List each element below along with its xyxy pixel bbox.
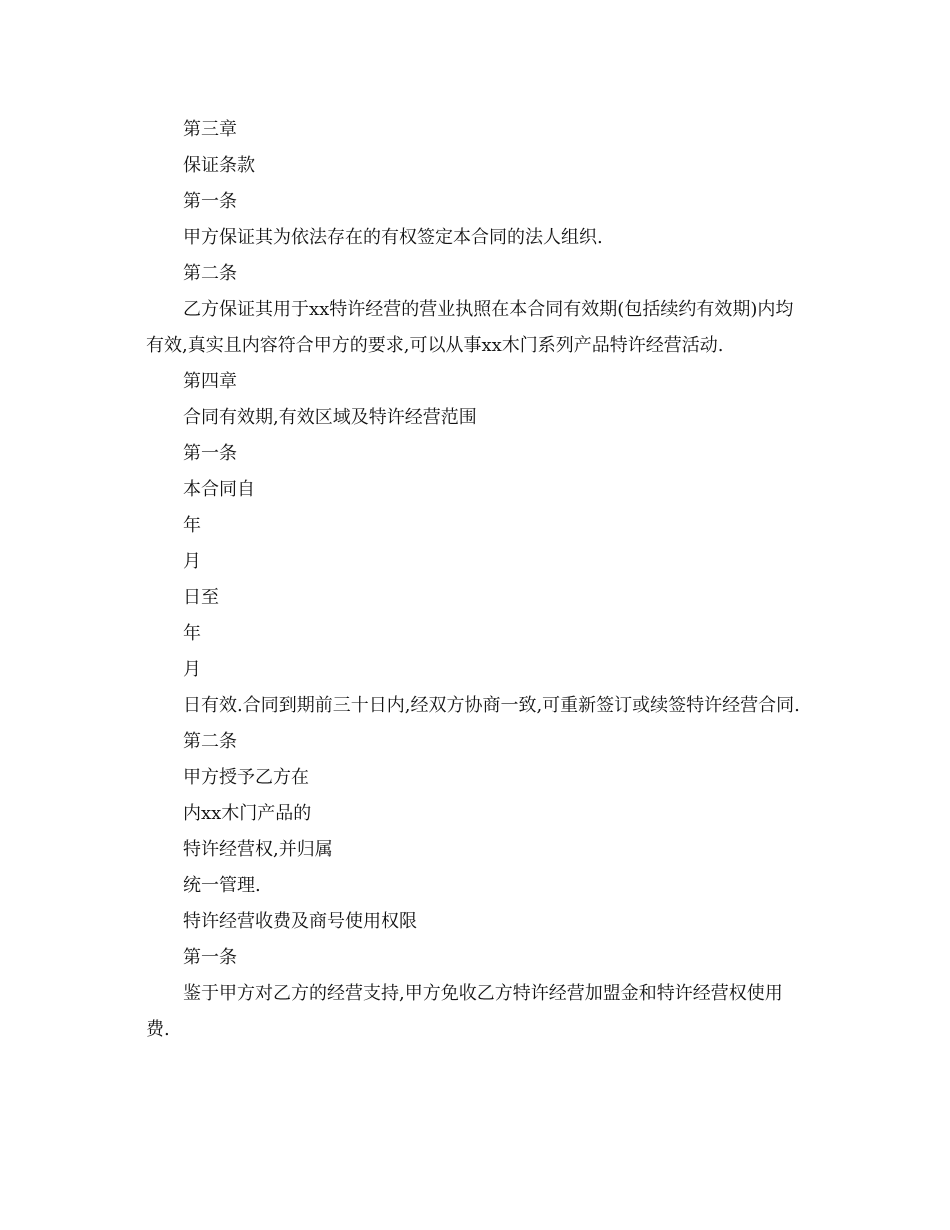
paragraph: 内xx木门产品的	[183, 803, 312, 824]
chapter-heading: 第四章	[183, 371, 237, 392]
paragraph: 年	[183, 515, 201, 536]
paragraph: 统一管理.	[183, 875, 261, 896]
section-title: 合同有效期,有效区域及特许经营范围	[183, 407, 477, 428]
paragraph: 月	[183, 551, 201, 572]
paragraph: 日至	[183, 587, 219, 608]
paragraph: 月	[183, 659, 201, 680]
paragraph: 鉴于甲方对乙方的经营支持,甲方免收乙方特许经营加盟金和特许经营权使用费.	[146, 983, 783, 1040]
paragraph: 日有效.合同到期前三十日内,经双方协商一致,可重新签订或续签特许经营合同.	[183, 695, 800, 716]
paragraph: 甲方授予乙方在	[183, 767, 309, 788]
section-title: 特许经营收费及商号使用权限	[183, 911, 417, 932]
article-heading: 第二条	[183, 731, 237, 752]
section-title: 保证条款	[183, 155, 255, 176]
paragraph: 甲方保证其为依法存在的有权签定本合同的法人组织.	[183, 227, 603, 248]
paragraph: 年	[183, 623, 201, 644]
article-heading: 第二条	[183, 263, 237, 284]
paragraph: 本合同自	[183, 479, 255, 500]
article-heading: 第一条	[183, 191, 237, 212]
chapter-heading: 第三章	[183, 119, 237, 140]
article-heading: 第一条	[183, 947, 237, 968]
paragraph: 乙方保证其用于xx特许经营的营业执照在本合同有效期(包括续约有效期)内均有效,真实且内容符合甲方的要求,可以从事xx木门系列产品特许经营活动.	[146, 299, 794, 356]
article-heading: 第一条	[183, 443, 237, 464]
document-body	[146, 112, 806, 1048]
paragraph: 特许经营权,并归属	[183, 839, 333, 860]
